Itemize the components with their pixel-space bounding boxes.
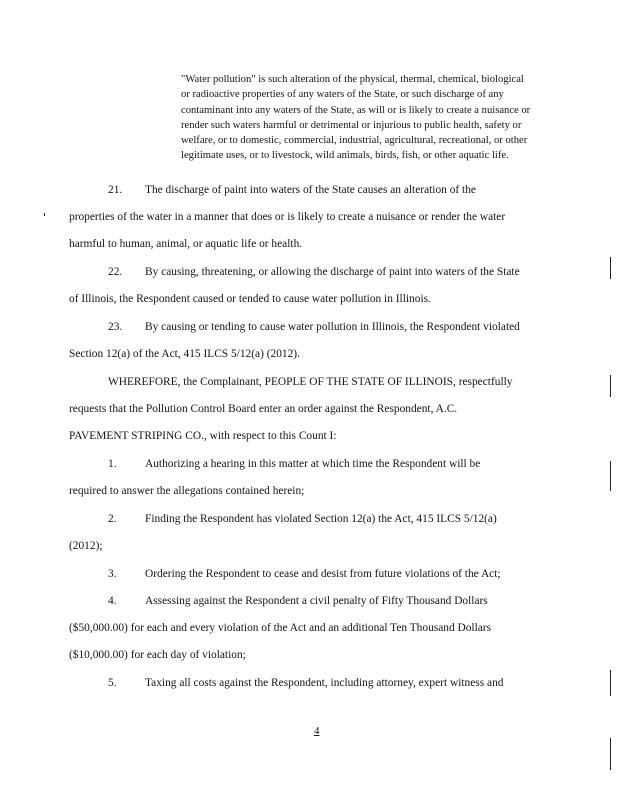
item-4-line-1: Assessing against the Respondent a civil penalty of Fifty Thousand Dollars — [145, 595, 488, 607]
paragraph-21-number: 21. — [108, 184, 123, 196]
water-pollution-definition-quote: "Water pollution" is such alteration of the physical, thermal, chemical, biological or radioactive properties of any waters of the State, or such discharge of any contaminant into any waters of the State, as will or is likely to create a nuisance or render such waters harmful or detrimental or injurious to public health, safety or welfare, or to domestic, commercial, industrial, agricultural, recreational, or other legitimate uses, or to livestock, wild animals, birds, fish, or other aquatic life. — [181, 74, 531, 162]
page-number: 4 — [314, 725, 320, 737]
paragraph-21-line-1: The discharge of paint into waters of the State causes an alteration of the — [145, 184, 476, 196]
item-4-number: 4. — [108, 595, 117, 607]
item-3-line-1: Ordering the Respondent to cease and desist from future violations of the Act; — [145, 568, 501, 580]
item-5-number: 5. — [108, 677, 117, 689]
item-4-line-2: ($50,000.00) for each and every violation of the Act and an additional Ten Thousand Dollars — [69, 622, 492, 634]
paragraph-23-line-1: By causing or tending to cause water pollution in Illinois, the Respondent violated — [145, 321, 520, 333]
wherefore-line-3: PAVEMENT STRIPING CO., with respect to this Count I: — [69, 430, 337, 442]
item-2-number: 2. — [108, 513, 117, 525]
item-2-line-2: (2012); — [69, 540, 103, 552]
wherefore-line-1: WHEREFORE, the Complainant, PEOPLE OF THE STATE OF ILLINOIS, respectfully — [108, 376, 513, 388]
wherefore-line-2: requests that the Pollution Control Board enter an order against the Respondent, A.C. — [69, 403, 458, 415]
item-1-line-2: required to answer the allegations contained herein; — [69, 485, 305, 497]
item-4-line-3: ($10,000.00) for each day of violation; — [69, 649, 246, 661]
scan-artifact-mark — [610, 375, 611, 397]
paragraph-23-number: 23. — [108, 321, 123, 333]
scan-artifact-mark — [44, 213, 45, 216]
paragraph-23-line-2: Section 12(a) of the Act, 415 ILCS 5/12(a) (2012). — [69, 348, 300, 360]
item-2-line-1: Finding the Respondent has violated Section 12(a) the Act, 415 ILCS 5/12(a) — [145, 513, 497, 525]
scan-artifact-mark — [610, 670, 611, 696]
paragraph-22-line-2: of Illinois, the Respondent caused or tended to cause water pollution in Illinois. — [69, 293, 431, 305]
paragraph-21-line-2: properties of the water in a manner that does or is likely to create a nuisance or render the water — [69, 211, 506, 223]
paragraph-22-line-1: By causing, threatening, or allowing the discharge of paint into waters of the State — [145, 266, 520, 278]
item-1-number: 1. — [108, 458, 117, 470]
item-5-line-1: Taxing all costs against the Respondent, including attorney, expert witness and — [145, 677, 504, 689]
item-1-line-1: Authorizing a hearing in this matter at which time the Respondent will be — [145, 458, 481, 470]
scan-artifact-mark — [610, 461, 611, 491]
item-3-number: 3. — [108, 568, 117, 580]
scan-artifact-mark — [610, 257, 611, 279]
paragraph-21-line-3: harmful to human, animal, or aquatic life or health. — [69, 238, 303, 250]
paragraph-22-number: 22. — [108, 266, 123, 278]
scan-artifact-mark — [610, 738, 611, 770]
